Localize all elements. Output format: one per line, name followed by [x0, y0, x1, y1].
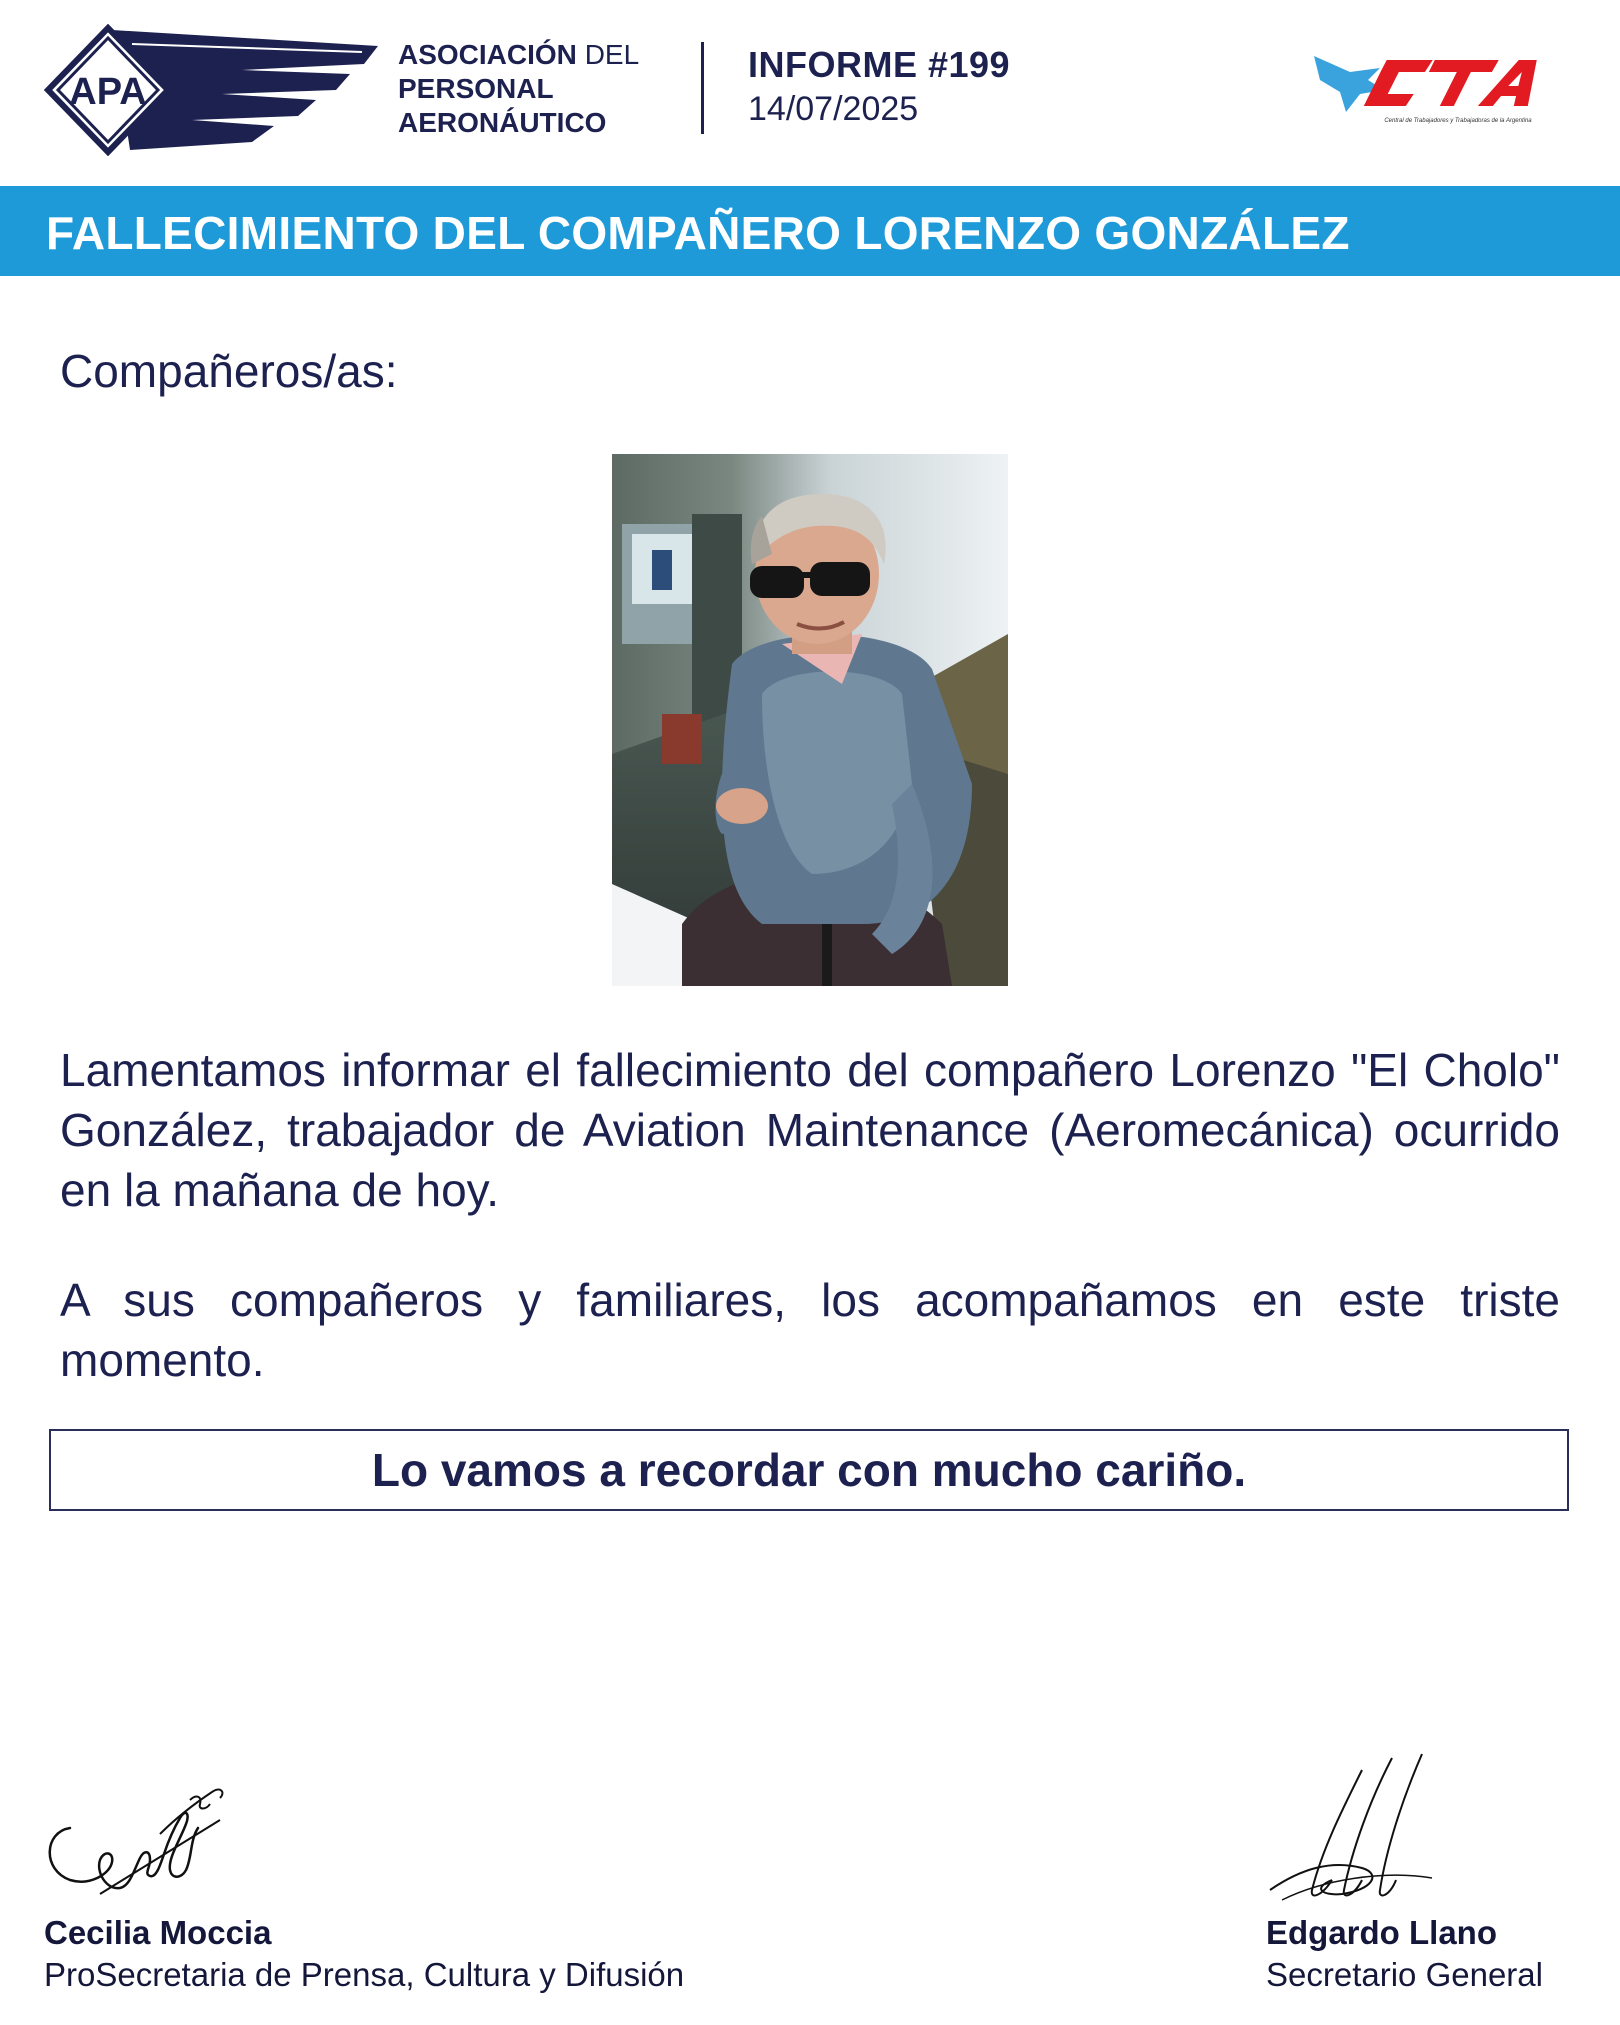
- page-title: FALLECIMIENTO DEL COMPAÑERO LORENZO GONZÁLEZ: [46, 207, 1350, 259]
- greeting: Compañeros/as:: [60, 345, 398, 397]
- condolence-paragraph: A sus compañeros y familiares, los acompañamos en este triste momento.: [60, 1274, 1560, 1386]
- apa-logo-text: APA: [69, 71, 147, 113]
- signature-llano: [1262, 1750, 1442, 1910]
- closing-message: Lo vamos a recordar con mucho cariño.: [371, 1444, 1247, 1496]
- org-line3: AERONÁUTICO: [398, 107, 607, 138]
- report-date: 14/07/2025: [748, 90, 919, 128]
- apa-logo: [42, 24, 378, 156]
- signature-moccia: [40, 1770, 230, 1910]
- report-number: INFORME #199: [748, 44, 1011, 85]
- cta-logo: [1310, 50, 1542, 128]
- portrait-photo: [612, 454, 1008, 986]
- org-line1-bold: ASOCIACIÓN: [398, 39, 577, 70]
- announcement-paragraph: Lamentamos informar el fallecimiento del compañero Lorenzo "El Cholo" González, trabajador de Aviation Maintenance (Aeromecánica) ocurrido en la mañana de hoy.: [60, 1044, 1560, 1216]
- cta-tagline: Central de Trabajadores y Trabajadoras de la Argentina: [1384, 118, 1532, 124]
- signer-role: Secretario General: [1266, 1956, 1543, 1993]
- org-line2: PERSONAL: [398, 73, 554, 104]
- signer-role: ProSecretaria de Prensa, Cultura y Difusión: [44, 1956, 685, 1993]
- org-line1-light: DEL: [584, 39, 640, 70]
- org-name: [398, 38, 639, 140]
- header-divider: [701, 42, 704, 134]
- signer-name: Edgardo Llano: [1266, 1914, 1497, 1951]
- signer-name: Cecilia Moccia: [44, 1914, 272, 1951]
